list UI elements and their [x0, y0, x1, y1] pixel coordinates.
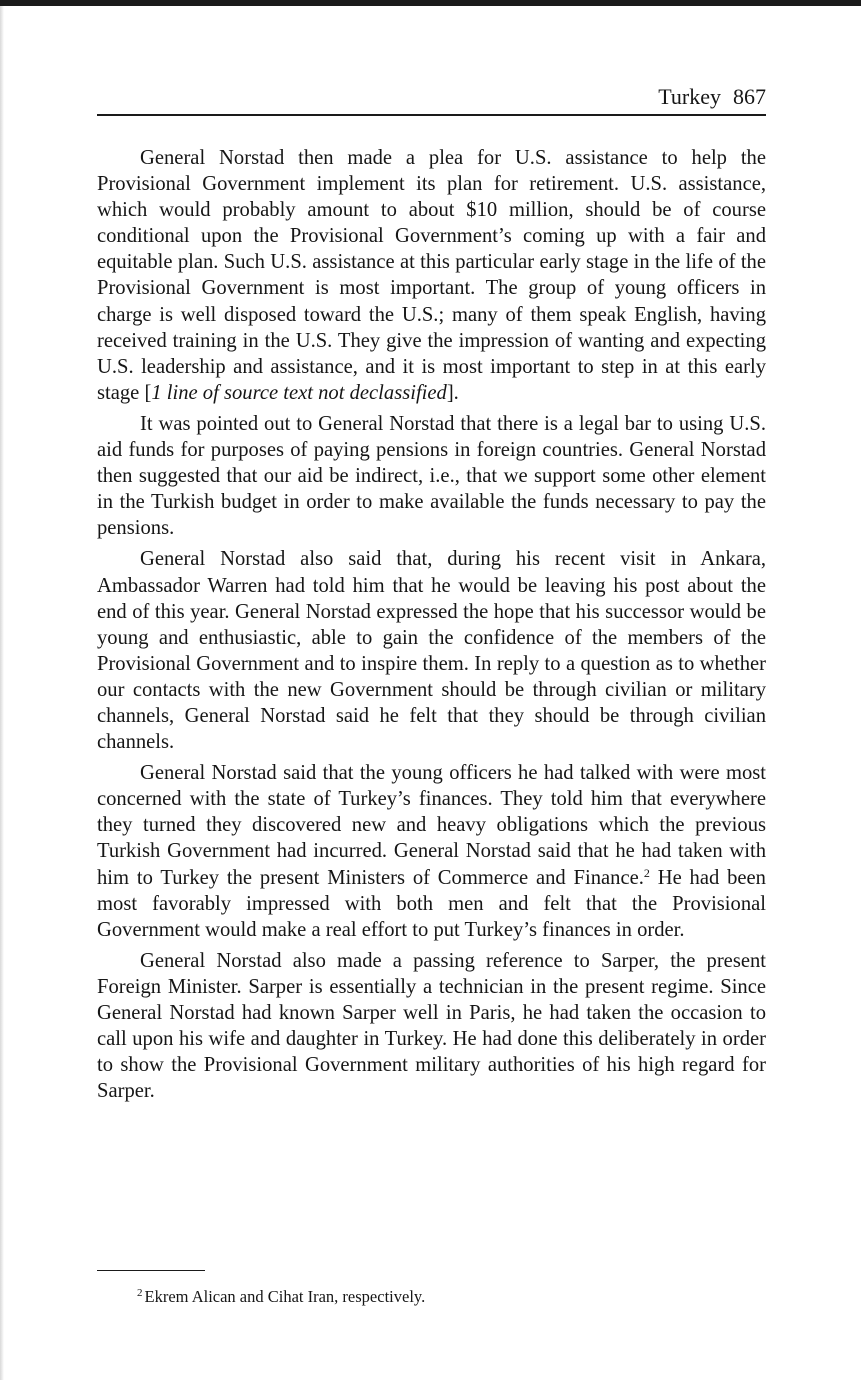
scan-edge-top — [0, 0, 861, 6]
paragraph-3: General Norstad also said that, during his recent visit in Ankara, Ambassador Warren had told him that he would be leaving his post about the end of this year. General Norstad expressed the hope that his successor would be young and enthusiastic, able to gain the confidence of the members of the Provisional Government and to inspire them. In reply to a question as to whether our contacts with the new Government should be through civilian or military channels, General Norstad said he felt that they should be through civilian channels. — [97, 548, 766, 754]
footnote-marker: 2 — [137, 1287, 143, 1299]
paragraph-4-end: He had been most favorably impressed with both men and felt that the Provisional Government would make a real effort to put Turkey’s finances in order. — [97, 866, 766, 941]
body-text — [97, 145, 766, 1109]
scan-edge-left — [0, 6, 4, 1380]
paragraph-1-end: ]. — [446, 381, 459, 404]
page-number: 867 — [733, 84, 766, 109]
footnote-rule — [97, 1270, 205, 1271]
paragraph-1-text: General Norstad then made a plea for U.S. assistance to help the Provisional Government implement its plan for retirement. U.S. assistance, which would probably amount to about $10 million, should be of course conditional upon the Provisional Government’s coming up with a fair and equitable plan. Such U.S. assistance at this particular early stage in the life of the Provisional Government is most important. The group of young officers in charge is well disposed toward the U.S.; many of them speak English, having received training in the U.S. They give the impression of wanting and expecting U.S. leadership and assistance, and it is most important to step in at this early stage [ — [97, 147, 766, 404]
paragraph-4-text: General Norstad said that the young officers he had talked with were most concerned with the state of Turkey’s finances. They told him that everywhere they turned they discovered new and heavy obligations which the previous Turkish Government had incurred. General Norstad said that he had taken with him to Turkey the present Ministers of Commerce and Finance. — [97, 762, 766, 889]
editorial-note: 1 line of source text not declassified — [151, 381, 447, 404]
footnote — [137, 1286, 425, 1308]
paragraph-1 — [97, 145, 766, 406]
running-title: Turkey — [658, 84, 721, 109]
running-head — [97, 84, 766, 116]
paragraph-2: It was pointed out to General Norstad that there is a legal bar to using U.S. aid funds for purposes of paying pensions in foreign countries. General Norstad then suggested that our aid be indirect, i.e., that we support some other element in the Turkish budget in order to make available the funds necessary to pay the pensions. — [97, 412, 766, 540]
paragraph-4 — [97, 760, 766, 943]
footnote-text: Ekrem Alican and Cihat Iran, respectively. — [144, 1287, 426, 1306]
footnote-reference: 2 — [643, 865, 650, 880]
paragraph-5: General Norstad also made a passing reference to Sarper, the present Foreign Minister. Sarper is essentially a technician in the present regime. Since General Norstad had known Sarper well in Paris, he had taken the occasion to call upon his wife and daughter in Turkey. He had done this deliberately in order to show the Provisional Government military authorities of his high regard for Sarper. — [97, 949, 766, 1103]
